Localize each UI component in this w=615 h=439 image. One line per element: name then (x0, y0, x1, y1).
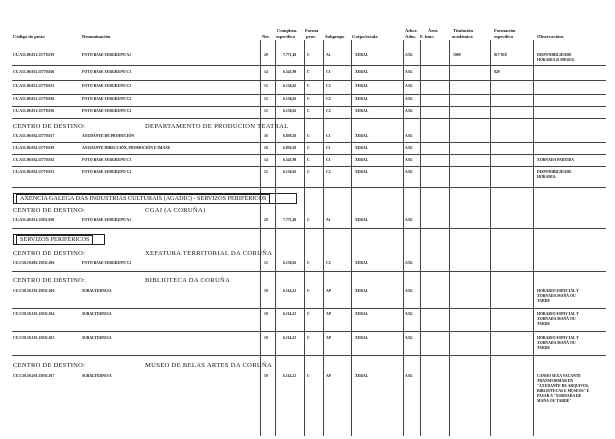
row-code: CU.A11.00.034.15770.019 (13, 146, 55, 150)
row-subgroup: C2 (326, 170, 331, 174)
header-area-2: F. func. (420, 34, 435, 39)
center-name: BIBLIOTECA DA CORUÑA (145, 277, 231, 284)
row-observation: TRANSFORMAR EN (537, 379, 574, 383)
row-observation: DISPONIBILIDADE (537, 170, 572, 174)
row-form: C (307, 158, 310, 162)
row-adscription: A3G (405, 170, 413, 174)
row-form: C (307, 134, 310, 138)
center-label: CENTRO DE DESTINO: (13, 277, 86, 284)
row-subgroup: C2 (326, 261, 331, 265)
row-level: 14 (264, 158, 268, 162)
row-level: 20 (264, 53, 268, 57)
column-rule (260, 40, 261, 436)
row-divider (12, 228, 606, 229)
row-corps: XERAL (355, 261, 369, 265)
row-denomination: FOTO BASE SUBGRUPO C2 (82, 109, 132, 113)
row-observation: TARDE (537, 299, 551, 303)
header-corpo: Corpo/escala (352, 34, 378, 39)
row-subgroup: C2 (326, 84, 331, 88)
row-code: CU.A11.40.031.15031.030 (13, 218, 55, 222)
row-formation: 817-818 (494, 53, 507, 57)
row-titulation: 1009 (453, 53, 461, 57)
row-denomination: FOTO BASE SUBGRUPO C1 (82, 70, 132, 74)
row-level: 10 (264, 336, 268, 340)
row-complement: 6.136,62 (283, 84, 297, 88)
row-complement: 6.136,62 (283, 97, 297, 101)
header-complem-2: específico (276, 34, 295, 39)
row-code: CU.A11.00.034.15770.031 (13, 170, 55, 174)
center-label: CENTRO DE DESTINO: (13, 207, 86, 214)
section-heading-box (13, 234, 105, 245)
center-label: CENTRO DE DESTINO: (13, 362, 86, 369)
row-divider (12, 271, 606, 272)
row-corps: XERAL (355, 97, 369, 101)
row-code: CU.A11.00.034.15770.032 (13, 158, 55, 162)
row-code: CU.C50.50.101.15031.010 (13, 289, 55, 293)
row-subgroup: C2 (326, 109, 331, 113)
header-adscr-1: Adscr. (405, 28, 418, 33)
row-denomination: FOTO BASE SUBGRUPO A1 (82, 218, 131, 222)
row-subgroup: C1 (326, 70, 331, 74)
row-divider (12, 308, 606, 309)
row-observation: "AXUDANTE DE ARQUIVOS, (537, 384, 589, 388)
row-level: 10 (264, 312, 268, 316)
row-corps: XERAL (355, 170, 369, 174)
header-area-1: Área (428, 28, 438, 33)
row-level: 14 (264, 70, 268, 74)
row-divider (12, 65, 606, 66)
row-observation: HORARIO ESPECIAL Y (537, 289, 579, 293)
row-adscription: A3G (405, 97, 413, 101)
row-complement: 6.541,98 (283, 70, 297, 74)
row-divider (12, 166, 606, 167)
row-divider (12, 118, 606, 119)
center-label: CENTRO DE DESTINO: (13, 250, 86, 257)
row-level: 10 (264, 289, 268, 293)
row-divider (12, 331, 606, 332)
header-adscr-2: Adm. (405, 34, 416, 39)
row-observation: XORNADA PARTIDA (537, 158, 575, 162)
row-code: CU.A11.00.031.15770.019 (13, 53, 55, 57)
row-adscription: A3G (405, 289, 413, 293)
row-form: C (307, 170, 310, 174)
row-level: 12 (264, 170, 268, 174)
row-adscription: A3G (405, 70, 413, 74)
row-complement: 6.136,62 (283, 109, 297, 113)
row-corps: XERAL (355, 53, 369, 57)
row-observation: HORARIA. (537, 175, 557, 179)
row-adscription: A3G (405, 312, 413, 316)
row-complement: 6.850,20 (283, 146, 297, 150)
row-corps: XERAL (355, 289, 369, 293)
column-rule (449, 40, 450, 436)
header-formacion-1: Formación (494, 28, 516, 33)
row-corps: XERAL (355, 158, 369, 162)
row-observation: CANDO SEXA VACANTE (537, 374, 581, 378)
row-corps: XERAL (355, 336, 369, 340)
row-denomination: AXUDANTE DIRECCIÓN, PROMOCIÓN E IMAXE (82, 146, 171, 150)
row-denomination: FOTO BASE SUBGRUPO C2 (82, 97, 132, 101)
section-heading: AXENCIA GALEGA DAS INDUSTRIAS CULTURAIS (AGADIC) - SERVIZOS PERIFÉRICOS (16, 194, 270, 204)
row-denomination: FOTO BASE SUBGRUPO C2 (82, 261, 132, 265)
header-forma-1: Forma (305, 28, 319, 33)
row-divider (12, 106, 606, 107)
row-subgroup: AP (326, 336, 332, 340)
row-code: CU.C50.50.101.15031.015 (13, 336, 55, 340)
row-corps: XERAL (355, 374, 369, 378)
row-denomination: SUBALTERNO/A (82, 289, 112, 293)
row-corps: XERAL (355, 84, 369, 88)
row-denomination: SUBALTERNO/A (82, 312, 112, 316)
row-form: C (307, 218, 310, 222)
row-subgroup: C1 (326, 158, 331, 162)
row-adscription: A3G (405, 218, 413, 222)
row-complement: 6.136,62 (283, 170, 297, 174)
header-complem-1: Complem. (277, 28, 298, 33)
row-form: C (307, 146, 310, 150)
row-code: CU.C50.10.001.15031.016 (13, 261, 55, 265)
row-observation: HORARIA (6 MESES) (537, 58, 575, 62)
row-subgroup: AP (326, 312, 332, 316)
row-complement: 6.541,98 (283, 158, 297, 162)
row-adscription: A3G (405, 336, 413, 340)
row-level: 10 (264, 374, 268, 378)
row-level: 12 (264, 97, 268, 101)
row-complement: 6.114,22 (283, 289, 297, 293)
row-corps: XERAL (355, 109, 369, 113)
row-denomination: FOTO BASE SUBGRUPO A1 (82, 53, 131, 57)
row-divider (12, 142, 606, 143)
row-divider (12, 94, 606, 95)
column-rule (490, 40, 491, 436)
row-denomination: FOTO BASE SUBGRUPO C2 (82, 84, 132, 88)
row-corps: XERAL (355, 312, 369, 316)
header-titulacion-1: Titulación (453, 28, 474, 33)
row-code: CU.C50.50.201.15031.017 (13, 374, 55, 378)
row-form: C (307, 53, 310, 57)
row-level: 12 (264, 84, 268, 88)
row-observation: HORARIO ESPECIAL Y (537, 336, 579, 340)
row-corps: XERAL (355, 70, 369, 74)
column-rule (403, 40, 404, 436)
row-level: 12 (264, 109, 268, 113)
row-form: C (307, 84, 310, 88)
row-complement: 6.114,22 (283, 336, 297, 340)
row-complement: 7.771,40 (283, 53, 297, 57)
header-subgrupo: Subgrupo (325, 34, 345, 39)
row-adscription: A3G (405, 261, 413, 265)
row-form: C (307, 336, 310, 340)
center-name: XEFATURA TERRITORIAL DA CORUÑA (145, 250, 273, 257)
row-code: CU.C50.50.101.15031.014 (13, 312, 55, 316)
row-adscription: A3G (405, 146, 413, 150)
row-adscription: A3G (405, 84, 413, 88)
row-observation: PASAR A "XORNADA DE (537, 394, 582, 398)
row-subgroup: A1 (326, 53, 331, 57)
center-name: CGAI (A CORUÑA) (145, 207, 206, 214)
row-divider (12, 154, 606, 155)
column-rule (351, 40, 352, 436)
row-form: C (307, 97, 310, 101)
row-subgroup: C1 (326, 134, 331, 138)
row-form: C (307, 374, 310, 378)
row-adscription: A3G (405, 374, 413, 378)
row-denomination: AXUDANTE DE PRODUCIÓN (82, 134, 135, 138)
column-rule (533, 40, 534, 436)
row-observation: XORNADA MAÑÁ OU (537, 317, 576, 321)
row-formation: 829 (494, 70, 500, 74)
column-rule (420, 40, 421, 436)
row-complement: 7.771,40 (283, 218, 297, 222)
row-subgroup: A1 (326, 218, 331, 222)
row-complement: 6.136,62 (283, 261, 297, 265)
header-titulacion-2: académica (452, 34, 473, 39)
row-adscription: A3G (405, 53, 413, 57)
header-denominacion: Denominación (82, 34, 111, 39)
row-observation: XORNADA MAÑÁ OU (537, 294, 576, 298)
row-form: C (307, 312, 310, 316)
row-corps: XERAL (355, 146, 369, 150)
center-name: MUSEO DE BELAS ARTES DA CORUÑA (145, 362, 273, 369)
row-form: C (307, 289, 310, 293)
header-forma-2: prov. (306, 34, 316, 39)
row-code: CU.A11.00.031.15770.036 (13, 97, 55, 101)
row-divider (12, 80, 606, 81)
row-denomination: SUBALTERNO/A (82, 374, 112, 378)
center-name: DEPARTAMENTO DE PRODUCION TEATRAL (145, 123, 289, 130)
row-divider (12, 355, 606, 356)
column-rule (323, 40, 324, 436)
row-form: C (307, 109, 310, 113)
row-complement: 6.114,22 (283, 374, 297, 378)
row-corps: XERAL (355, 218, 369, 222)
row-subgroup: AP (326, 289, 332, 293)
row-code: CU.A11.00.031.15770.026 (13, 70, 55, 74)
section-heading-box (13, 193, 297, 204)
row-complement: 6.850,20 (283, 134, 297, 138)
center-label: CENTRO DE DESTINO: (13, 123, 86, 130)
row-observation: BIBLIOTECAS E MUSEOS" E (537, 389, 590, 393)
row-denomination: FOTO BASE SUBGRUPO C2 (82, 170, 132, 174)
section-heading: SERVIZOS PERIFÉRICOS (16, 235, 93, 245)
row-form: C (307, 261, 310, 265)
row-denomination: SUBALTERNO/A (82, 336, 112, 340)
row-observation: MAÑÁ OU TARDE" (537, 399, 572, 403)
column-rule (275, 40, 276, 436)
row-form: C (307, 70, 310, 74)
row-level: 12 (264, 261, 268, 265)
row-observation: TARDE (537, 346, 551, 350)
row-denomination: FOTO BASE SUBGRUPO C1 (82, 158, 132, 162)
row-code: CU.A11.00.031.15770.031 (13, 84, 55, 88)
row-subgroup: AP (326, 374, 332, 378)
row-divider (12, 187, 606, 188)
row-subgroup: C1 (326, 146, 331, 150)
row-level: 20 (264, 218, 268, 222)
row-complement: 6.114,22 (283, 312, 297, 316)
row-observation: HORARIO ESPECIAL Y (537, 312, 579, 316)
row-adscription: A3G (405, 158, 413, 162)
header-observacions: Observacións (537, 34, 564, 39)
row-observation: TARDE (537, 322, 551, 326)
header-formacion-2: específica (494, 34, 513, 39)
row-corps: XERAL (355, 134, 369, 138)
row-level: 16 (264, 146, 268, 150)
row-observation: XORNADA MAÑÁ OU (537, 341, 576, 345)
row-adscription: A3G (405, 134, 413, 138)
header-niv: Niv. (262, 34, 270, 39)
row-level: 16 (264, 134, 268, 138)
row-code: CU.A11.00.034.15770.017 (13, 134, 55, 138)
row-code: CU.A11.00.031.15770.036 (13, 109, 55, 113)
row-subgroup: C2 (326, 97, 331, 101)
header-codigo: Código do posto (13, 34, 45, 39)
row-observation: DISPONIBILIDADE (537, 53, 572, 57)
row-adscription: A3G (405, 109, 413, 113)
column-rule (304, 40, 305, 436)
